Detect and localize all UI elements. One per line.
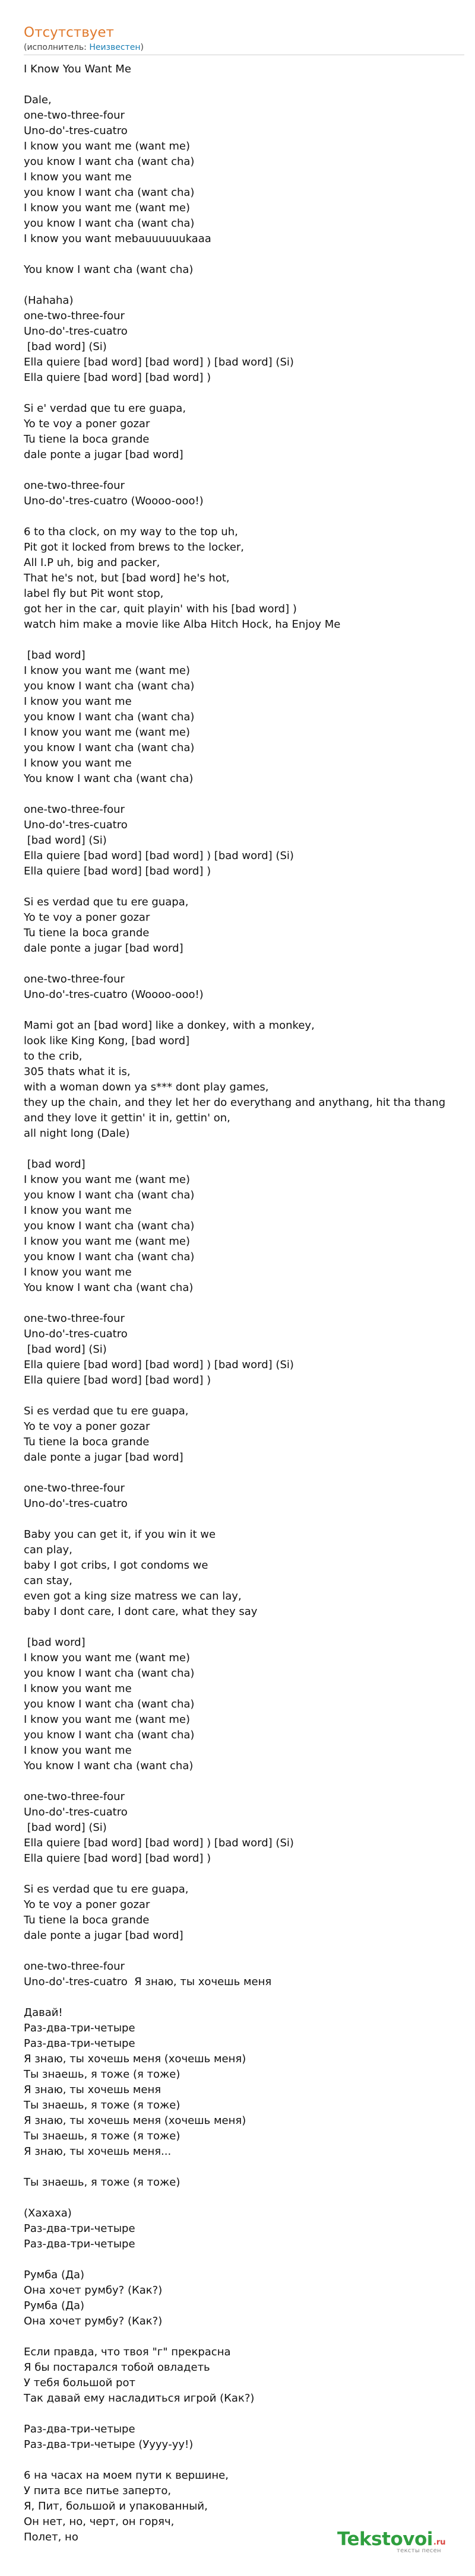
lyric-line <box>24 1774 469 1789</box>
lyric-line <box>24 1388 469 1404</box>
lyric-line <box>24 509 469 524</box>
lyric-line: Давай! <box>24 2006 63 2019</box>
lyric-line <box>24 1990 469 2005</box>
lyric-line: [bad word] (Si) <box>24 341 107 353</box>
lyric-line: [bad word] <box>24 1636 86 1649</box>
lyric-line: You know I want cha (want cha) <box>24 772 194 785</box>
lyric-line: you know I want cha (want cha) <box>24 1729 195 1741</box>
lyric-line: Я бы постарался тобой овладеть <box>24 2361 210 2374</box>
lyric-line: Раз-два-три-четыре (Уууу-уу!) <box>24 2438 194 2451</box>
lyric-line: Yo te voy a poner gozar <box>24 1898 150 1911</box>
lyric-line: Если правда, что твоя "г" прекрасна <box>24 2346 231 2358</box>
lyric-line: Ты знаешь, я тоже (я тоже) <box>24 2068 180 2081</box>
lyric-line: 6 to tha clock, on my way to the top uh, <box>24 526 238 538</box>
lyric-line: [bad word] <box>24 649 86 662</box>
lyric-line: Она хочет румбу? (Как?) <box>24 2284 163 2297</box>
lyric-line <box>24 1866 469 1882</box>
song-title: Отсутствует <box>24 25 114 40</box>
lyric-line: Раз-два-три-четыре <box>24 2037 135 2050</box>
lyric-line: У пита все питье заперто, <box>24 2485 172 2497</box>
lyric-line: Раз-два-три-четыре <box>24 2222 135 2235</box>
lyric-line: Mami got an [bad word] like a donkey, with a monkey, <box>24 1019 315 1032</box>
lyric-line: Tu tiene la boca grande <box>24 1914 150 1926</box>
lyric-line <box>24 1512 469 1527</box>
lyric-line: I know you want me <box>24 1266 132 1279</box>
lyric-line: I know you want me (want me) <box>24 1652 190 1664</box>
lyric-line: can play, <box>24 1544 72 1556</box>
lyric-line: Ты знаешь, я тоже (я тоже) <box>24 2130 180 2142</box>
lyric-line: Baby you can get it, if you win it we <box>24 1528 216 1541</box>
lyric-line: I know you want me <box>24 1204 132 1217</box>
lyric-line: baby I got cribs, I got condoms we <box>24 1559 208 1572</box>
lyric-line: Tu tiene la boca grande <box>24 927 150 939</box>
lyric-line: Полет, но <box>24 2531 78 2543</box>
lyric-line: Я знаю, ты хочешь меня (хочешь меня) <box>24 2053 246 2065</box>
lyric-line: Ты знаешь, я тоже (я тоже) <box>24 2099 180 2111</box>
lyric-line: I know you want me (want me) <box>24 140 190 152</box>
lyric-line <box>24 1296 469 1311</box>
lyric-line: Tu tiene la boca grande <box>24 1436 150 1448</box>
lyric-line: with a woman down ya s*** dont play games, <box>24 1081 269 1093</box>
lyric-line: you know I want cha (want cha) <box>24 742 195 754</box>
lyric-line: label fly but Pit wont stop, <box>24 587 164 600</box>
lyric-line: you know I want cha (want cha) <box>24 1189 195 1201</box>
lyric-line: one-two-three-four <box>24 1791 125 1803</box>
lyric-line: Я знаю, ты хочешь меня <box>24 2084 162 2096</box>
lyric-line: Uno-do'-tres-cuatro (Woooo-ooo!) <box>24 988 204 1001</box>
lyric-line: one-two-three-four <box>24 109 125 122</box>
lyric-line: [bad word] <box>24 1158 86 1171</box>
lyric-line: Ella quiere [bad word] [bad word] ) <box>24 371 211 384</box>
lyric-line: one-two-three-four <box>24 803 125 816</box>
lyric-line <box>24 2329 469 2345</box>
lyric-line: 305 thats what it is, <box>24 1066 131 1078</box>
lyric-line <box>24 2453 469 2468</box>
lyric-line: Она хочет румбу? (Как?) <box>24 2315 163 2327</box>
lyric-line: dale ponte a jugar [bad word] <box>24 1929 183 1942</box>
lyric-line: I know you want me (want me) <box>24 1173 190 1186</box>
lyric-line: Раз-два-три-четыре <box>24 2423 135 2435</box>
performer-suffix: ) <box>140 43 144 52</box>
lyric-line: look like King Kong, [bad word] <box>24 1035 190 1047</box>
lyric-line: Ты знаешь, я тоже (я тоже) <box>24 2176 180 2189</box>
lyric-line <box>24 386 469 401</box>
lyric-line: you know I want cha (want cha) <box>24 680 195 692</box>
lyric-line: Uno-do'-tres-cuatro Я знаю, ты хочешь меня <box>24 1976 272 1988</box>
lyric-line: Ella quiere [bad word] [bad word] ) <box>24 865 211 877</box>
lyric-line: Uno-do'-tres-cuatro <box>24 125 128 137</box>
logo-tagline: тексты песен <box>397 2548 441 2554</box>
lyric-line: 6 на часах на моем пути к вершине, <box>24 2469 229 2482</box>
lyric-line: Dale, <box>24 94 52 106</box>
lyric-line: one-two-three-four <box>24 973 125 985</box>
lyric-line: Румба (Да) <box>24 2269 85 2281</box>
lyric-line: one-two-three-four <box>24 310 125 322</box>
lyric-line <box>24 956 469 972</box>
lyric-line: You know I want cha (want cha) <box>24 1281 194 1294</box>
lyric-line <box>24 2406 469 2422</box>
lyric-line: I know you want me <box>24 757 132 769</box>
lyric-line: you know I want cha (want cha) <box>24 186 195 199</box>
lyric-line: Раз-два-три-четыре <box>24 2022 135 2034</box>
lyric-line: [bad word] (Si) <box>24 834 107 847</box>
lyric-line: Ella quiere [bad word] [bad word] ) [bad word] (Si) <box>24 850 294 862</box>
site-logo[interactable] <box>337 2529 469 2572</box>
lyric-line: Tu tiene la boca grande <box>24 433 150 446</box>
logo-tld: .ru <box>433 2538 446 2547</box>
lyric-line: Uno-do'-tres-cuatro <box>24 1806 128 1818</box>
lyric-line: I know you want me (want me) <box>24 726 190 739</box>
lyric-line: I know you want me (want me) <box>24 1713 190 1726</box>
lyric-line: Uno-do'-tres-cuatro <box>24 819 128 831</box>
lyric-line: you know I want cha (want cha) <box>24 1220 195 1232</box>
lyric-line: you know I want cha (want cha) <box>24 155 195 168</box>
lyric-line <box>24 787 469 802</box>
lyric-line: you know I want cha (want cha) <box>24 1251 195 1263</box>
lyric-line: you know I want cha (want cha) <box>24 217 195 230</box>
lyric-line: I Know You Want Me <box>24 63 131 75</box>
lyric-line: and they love it gettin' it in, gettin' on, <box>24 1112 230 1124</box>
lyric-line: you know I want cha (want cha) <box>24 711 195 723</box>
lyric-line <box>24 2252 469 2267</box>
lyric-line: dale ponte a jugar [bad word] <box>24 942 183 955</box>
lyric-line: Uno-do'-tres-cuatro <box>24 1328 128 1340</box>
lyric-line: to the crib, <box>24 1050 83 1063</box>
lyric-line: You know I want cha (want cha) <box>24 263 194 276</box>
lyric-line: dale ponte a jugar [bad word] <box>24 1451 183 1464</box>
logo-name: Tekstovoi <box>337 2529 433 2550</box>
lyric-line: I know you want me <box>24 695 132 708</box>
lyric-line: Ella quiere [bad word] [bad word] ) [bad word] (Si) <box>24 356 294 368</box>
lyric-line: one-two-three-four <box>24 1482 125 1494</box>
lyric-line: one-two-three-four <box>24 1960 125 1973</box>
lyric-line: one-two-three-four <box>24 479 125 492</box>
lyric-line: Ella quiere [bad word] [bad word] ) [bad word] (Si) <box>24 1837 294 1849</box>
lyric-line: Я, Пит, большой и упакованный, <box>24 2500 208 2513</box>
lyric-line: they up the chain, and they let her do everythang and anythang, hit tha thang <box>24 1096 446 1109</box>
lyric-line: Uno-do'-tres-cuatro (Woooo-ooo!) <box>24 495 204 507</box>
lyric-line: you know I want cha (want cha) <box>24 1667 195 1680</box>
lyric-line: I know you want me (want me) <box>24 202 190 214</box>
lyric-line <box>24 1465 469 1481</box>
lyric-line: Uno-do'-tres-cuatro <box>24 1497 128 1510</box>
lyric-line: I know you want me <box>24 1683 132 1695</box>
lyric-line: (Hahaha) <box>24 294 74 307</box>
lyric-line: you know I want cha (want cha) <box>24 1698 195 1710</box>
lyric-line: Yo te voy a poner gozar <box>24 911 150 924</box>
lyric-line: Yo te voy a poner gozar <box>24 418 150 430</box>
lyric-line <box>24 463 469 478</box>
lyric-line: dale ponte a jugar [bad word] <box>24 449 183 461</box>
lyrics-text <box>24 62 469 2545</box>
lyric-line: You know I want cha (want cha) <box>24 1760 194 1772</box>
lyric-line: All I.P uh, big and packer, <box>24 556 160 569</box>
lyric-line: Uno-do'-tres-cuatro <box>24 325 128 338</box>
performer-prefix: (исполнитель: <box>24 43 90 52</box>
lyric-line: I know you want me (want me) <box>24 664 190 677</box>
lyric-line: even got a king size matress we can lay, <box>24 1590 242 1602</box>
performer-link[interactable]: Неизвестен <box>89 43 141 52</box>
lyric-line <box>24 1944 469 1959</box>
lyric-line <box>24 247 469 262</box>
lyric-line: I know you want me <box>24 1744 132 1757</box>
lyric-line: all night long (Dale) <box>24 1127 130 1140</box>
lyric-line <box>24 632 469 648</box>
lyric-line: Si es verdad que tu ere guapa, <box>24 896 189 908</box>
lyric-line: Ella quiere [bad word] [bad word] ) <box>24 1374 211 1386</box>
lyric-line: Si es verdad que tu ere guapa, <box>24 1883 189 1896</box>
lyric-line: I know you want me <box>24 171 132 183</box>
lyric-line: Si es verdad que tu ere guapa, <box>24 1405 189 1417</box>
lyric-line <box>24 1141 469 1157</box>
lyric-line: Yo te voy a poner gozar <box>24 1420 150 1433</box>
lyric-line: baby I dont care, I dont care, what they say <box>24 1605 258 1618</box>
lyric-line: one-two-three-four <box>24 1312 125 1325</box>
lyric-line: (Хахаха) <box>24 2207 72 2219</box>
lyric-line <box>24 879 469 895</box>
lyric-line: Я знаю, ты хочешь меня (хочешь меня) <box>24 2114 246 2127</box>
lyric-line: got her in the car, quit playin' with his [bad word] ) <box>24 603 297 615</box>
lyric-line <box>24 2160 469 2175</box>
lyric-line: Он нет, но, черт, он горяч, <box>24 2515 175 2528</box>
lyric-line: That he's not, but [bad word] he's hot, <box>24 572 230 584</box>
lyric-line: Ella quiere [bad word] [bad word] ) [bad word] (Si) <box>24 1359 294 1371</box>
lyric-line <box>24 278 469 293</box>
lyric-line: Румба (Да) <box>24 2300 85 2312</box>
lyric-line: can stay, <box>24 1575 72 1587</box>
performer-line <box>24 43 469 52</box>
lyric-line: watch him make a movie like Alba Hitch Hock, ha Enjoy Me <box>24 618 341 631</box>
lyric-line: I know you want me (want me) <box>24 1235 190 1248</box>
lyric-line: [bad word] (Si) <box>24 1821 107 1834</box>
lyric-line: I know you want mebauuuuuukaaa <box>24 233 211 245</box>
lyric-line <box>24 2190 469 2206</box>
lyric-line: Я знаю, ты хочешь меня... <box>24 2145 172 2158</box>
song-header <box>24 24 469 52</box>
lyric-line <box>24 1003 469 1018</box>
lyric-line: Так давай ему насладиться игрой (Как?) <box>24 2392 255 2405</box>
lyric-line: Ella quiere [bad word] [bad word] ) <box>24 1852 211 1865</box>
lyric-line: Si e' verdad que tu ere guapa, <box>24 402 186 415</box>
lyric-line: Pit got it locked from brews to the locker, <box>24 541 245 554</box>
lyric-line: Раз-два-три-четыре <box>24 2238 135 2250</box>
lyric-line: У тебя большой рот <box>24 2377 135 2389</box>
lyric-line <box>24 1620 469 1635</box>
lyric-line <box>24 77 469 93</box>
lyric-line: [bad word] (Si) <box>24 1343 107 1356</box>
